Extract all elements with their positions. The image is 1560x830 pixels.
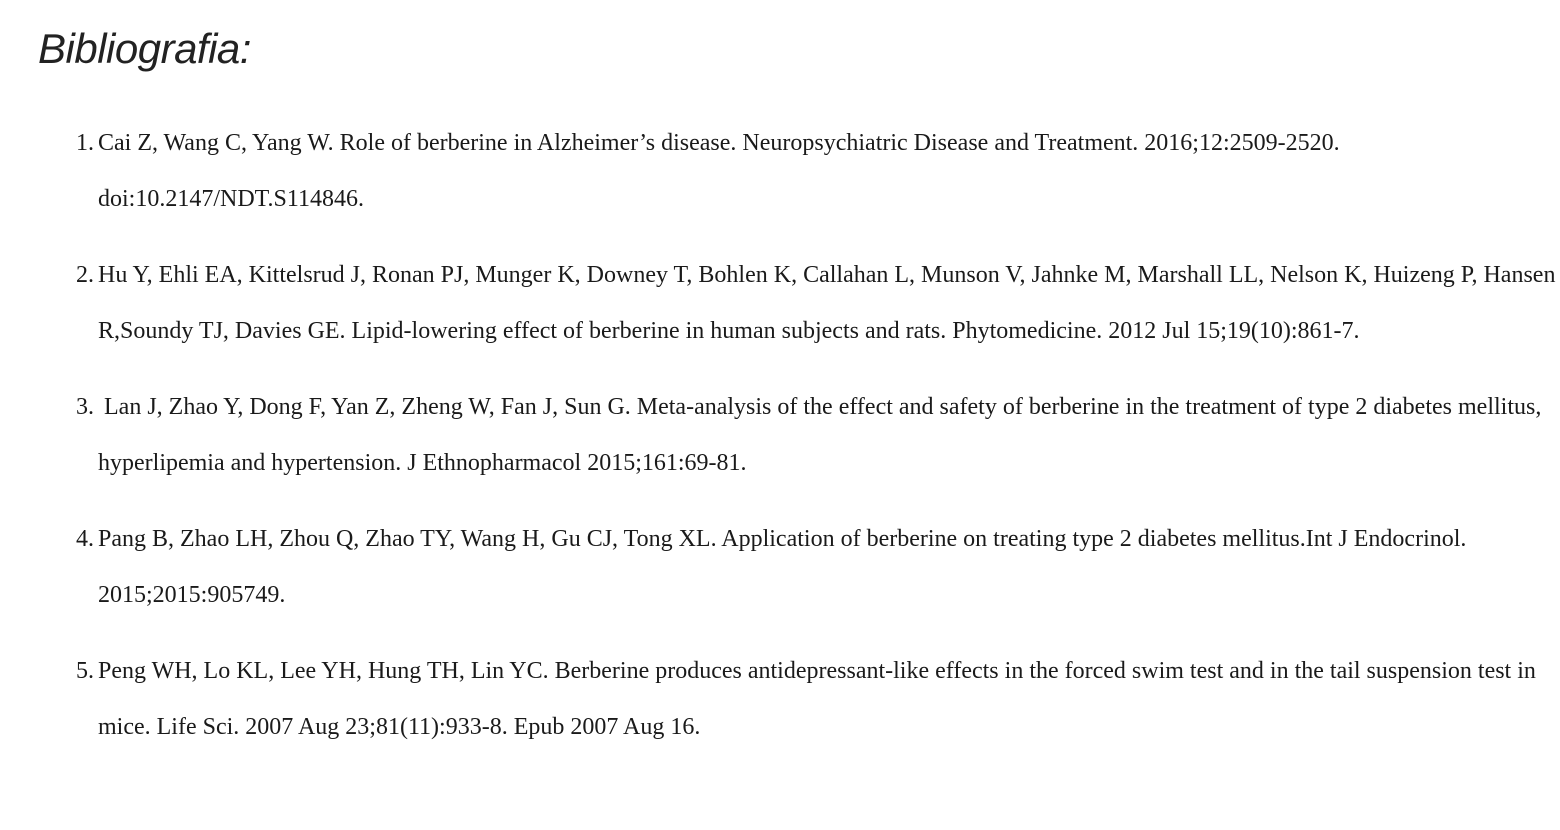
page-title: Bibliografia: (38, 25, 251, 72)
reference-item-2 (0, 247, 1560, 359)
reference-item-5 (0, 643, 1560, 755)
reference-item-3 (0, 379, 1560, 491)
reference-item-4 (0, 511, 1560, 623)
bibliography-list (0, 115, 1560, 775)
reference-number: 3. (76, 394, 94, 420)
reference-text: Hu Y, Ehli EA, Kittelsrud J, Ronan PJ, Munger K, Downey T, Bohlen K, Callahan L, Munson V, Jahnke M, Marshall LL, Nelson K, Huizeng P, Hansen R,Soundy TJ, Davies GE. Lipid-lowering effect of berberine in human subjects and rats. Phytomedicine. 2012 Jul 15;19(10):861-7. (98, 262, 1556, 344)
reference-text: Peng WH, Lo KL, Lee YH, Hung TH, Lin YC. Berberine produces antidepressant-like effects in the forced swim test and in the tail suspension test in mice. Life Sci. 2007 Aug 23;81(11):933-8. Epub 2007 Aug 16. (98, 658, 1536, 740)
reference-number: 2. (76, 262, 94, 288)
reference-text: Lan J, Zhao Y, Dong F, Yan Z, Zheng W, Fan J, Sun G. Meta-analysis of the effect and safety of berberine in the treatment of type 2 diabetes mellitus, hyperlipemia and hypertension. J Ethnopharmacol 2015;161:69-81. (98, 394, 1548, 476)
reference-text: Cai Z, Wang C, Yang W. Role of berberine in Alzheimer’s disease. Neuropsychiatric Disease and Treatment. 2016;12:2509-2520. doi:10.2147/NDT.S114846. (98, 130, 1340, 212)
reference-item-1 (0, 115, 1560, 227)
reference-number: 4. (76, 526, 94, 552)
reference-number: 5. (76, 658, 94, 684)
reference-number: 1. (76, 130, 94, 156)
reference-text: Pang B, Zhao LH, Zhou Q, Zhao TY, Wang H, Gu CJ, Tong XL. Application of berberine on treating type 2 diabetes mellitus.Int J Endocrinol. 2015;2015:905749. (98, 526, 1467, 608)
